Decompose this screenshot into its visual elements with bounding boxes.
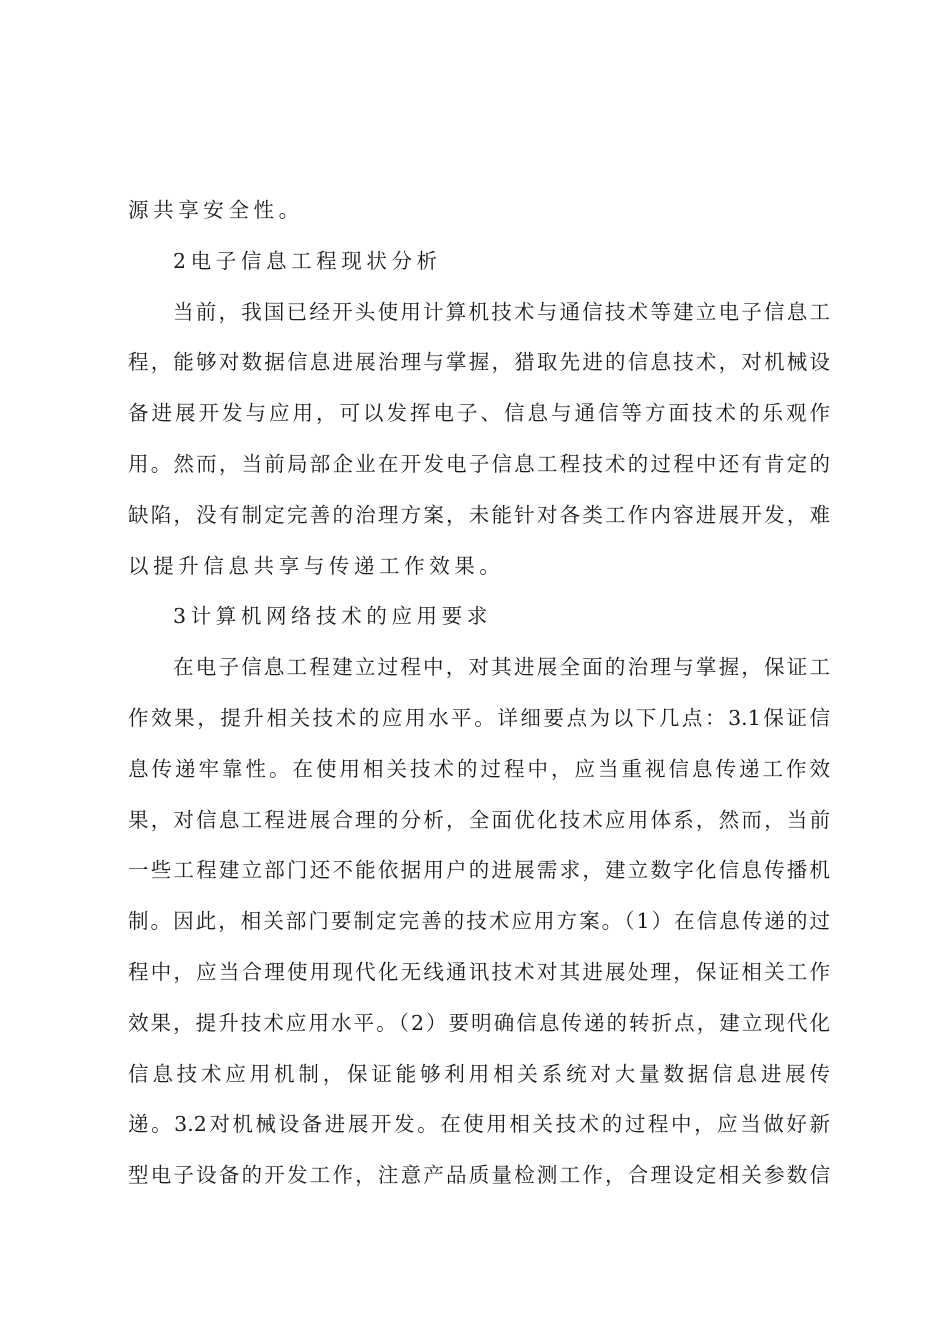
paragraph-line: 信息技术应用机制，保证能够利用相关系统对大量数据信息进展传 (128, 1061, 830, 1086)
paragraph-line-continuation: 源共享安全性。 (128, 198, 304, 222)
section-heading-3: 3计算机网络技术的应用要求 (173, 604, 492, 629)
paragraph-line: 用。然而，当前局部企业在开发电子信息工程技术的过程中还有肯定的 (128, 451, 830, 476)
paragraph-line: 制。因此，相关部门要制定完善的技术应用方案。（1）在信息传递的过 (128, 909, 830, 934)
section-heading-2: 2电子信息工程现状分析 (173, 248, 442, 273)
paragraph-line: 型电子设备的开发工作，注意产品质量检测工作，合理设定相关参数信 (128, 1163, 830, 1188)
document-body (128, 185, 830, 1201)
paragraph-line: 效果，提升技术应用水平。（2）要明确信息传递的转折点，建立现代化 (128, 1010, 830, 1035)
paragraph-line: 递。3.2对机械设备进展开发。在使用相关技术的过程中，应当做好新 (128, 1112, 830, 1137)
paragraph-line: 在电子信息工程建立过程中，对其进展全面的治理与掌握，保证工 (173, 655, 830, 680)
paragraph-line: 当前，我国已经开头使用计算机技术与通信技术等建立电子信息工 (173, 299, 830, 324)
paragraph-line: 缺陷，没有制定完善的治理方案，未能针对各类工作内容进展开发，难 (128, 502, 830, 527)
paragraph-line: 程，能够对数据信息进展治理与掌握，猎取先进的信息技术，对机械设 (128, 350, 830, 375)
paragraph-line: 作效果，提升相关技术的应用水平。详细要点为以下几点：3.1保证信 (128, 705, 830, 730)
paragraph-line-last: 以提升信息共享与传递工作效果。 (128, 553, 505, 578)
paragraph-line: 息传递牢靠性。在使用相关技术的过程中，应当重视信息传递工作效 (128, 756, 830, 781)
paragraph-line: 果，对信息工程进展合理的分析，全面优化技术应用体系，然而，当前 (128, 807, 830, 832)
paragraph-line: 一些工程建立部门还不能依据用户的进展需求，建立数字化信息传播机 (128, 858, 830, 883)
paragraph-line: 程中，应当合理使用现代化无线通讯技术对其进展处理，保证相关工作 (128, 959, 830, 984)
paragraph-line: 备进展开发与应用，可以发挥电子、信息与通信等方面技术的乐观作 (128, 401, 830, 426)
